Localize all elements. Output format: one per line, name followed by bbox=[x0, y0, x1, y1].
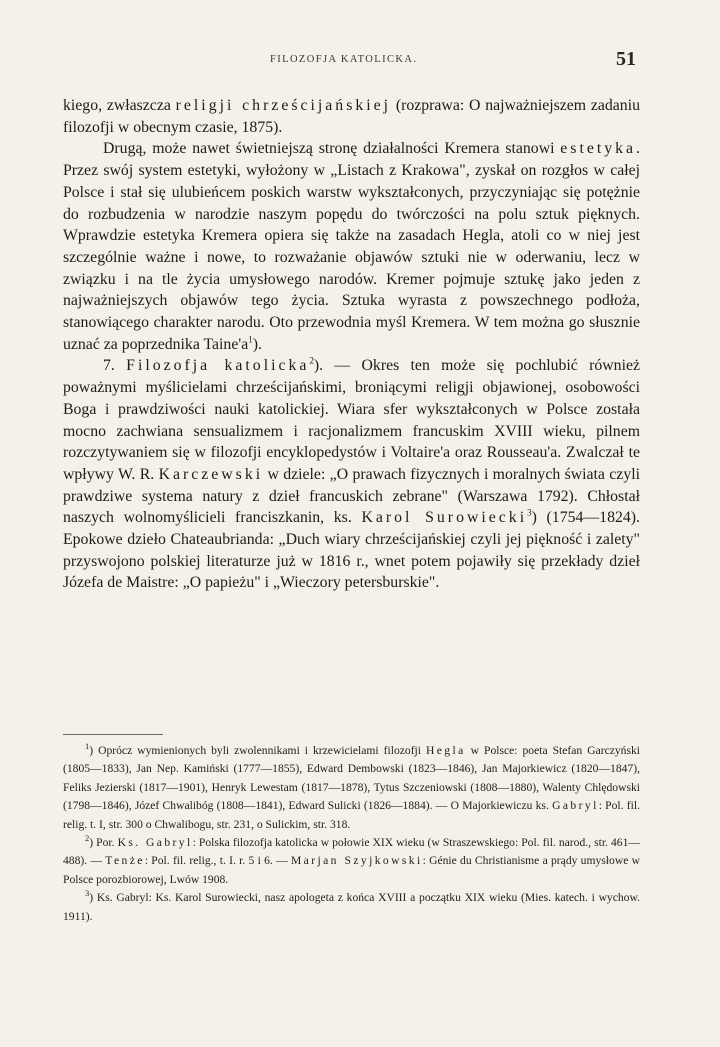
text-run: ) Oprócz wymienionych byli zwolennikami i krzewicielami filozofji bbox=[89, 744, 426, 757]
text-run: w dziele: „O prawach fizycznych i moralnych świata czyli prawdziwe systema natury z dzieł francuskich zebrane" (Warszawa 1792). Chłostał naszych wolnomyślicieli franciszkanin, ks. bbox=[63, 465, 640, 527]
spaced-text: Karczewski bbox=[158, 465, 264, 483]
spaced-text: Marjan Szyjkowski bbox=[290, 854, 423, 868]
footnote-number: 2 bbox=[85, 833, 90, 844]
paragraph-kremer-aesthetics bbox=[63, 138, 640, 355]
text-run: kiego, zwłaszcza bbox=[63, 97, 176, 114]
spaced-text: estetyka bbox=[560, 140, 637, 158]
text-run: : Pol. fil. relig. t. I, str. 300 o Chwalibogu, str. 231, o Sulickim, str. 318. bbox=[63, 799, 640, 831]
footnotes bbox=[63, 742, 640, 926]
spaced-text: Karol Surowiecki bbox=[361, 509, 528, 527]
footnote-2 bbox=[63, 834, 640, 889]
text-run: (rozprawa: O najważniejszem zadaniu filozofji w obecnym czasie, 1875). bbox=[63, 97, 640, 136]
text-run: : Polska filozofja katolicka w połowie XIX wieku (w Straszewskiego: Pol. fil. narod., str. 461—488). — bbox=[63, 836, 640, 868]
text-run: 7. bbox=[103, 357, 127, 375]
text-run: Drugą, może nawet świetniejszą stronę działalności Kremera stanowi bbox=[103, 140, 561, 158]
footnote-number: 1 bbox=[85, 741, 90, 752]
text-run: : Génie du Christianisme a prądy umysłowe w Polsce porozbiorowej, Lwów 1908. bbox=[63, 854, 640, 886]
page-number: 51 bbox=[616, 48, 636, 70]
paragraph-hegel-religion bbox=[63, 95, 640, 138]
running-head: FILOZOFJA KATOLICKA. bbox=[270, 54, 418, 65]
footnote-3 bbox=[63, 889, 640, 926]
text-run: ). bbox=[252, 335, 262, 353]
spaced-text: Tenże bbox=[105, 854, 145, 868]
footnote-ref: 3 bbox=[527, 508, 532, 519]
spaced-text: religji chrześcijańskiej bbox=[175, 97, 392, 114]
section-heading: Filozofja katolicka bbox=[126, 357, 310, 375]
footnote-1 bbox=[63, 742, 640, 834]
paragraph-catholic-philosophy bbox=[63, 355, 640, 594]
text-run: ) Por. bbox=[89, 836, 118, 850]
text-run: . Przez swój system estetyki, wyłożony w „Listach z Krakowa", zyskał on rozgłos w całej Polsce i stał się ulubieńcem poskich warstw wykształconych, przyczyniając się potężnie do rozbudzenia w narodzie naszym popędu do twórczości na polu sztuk pięknych. Wprawdzie estetyka Kremera opiera się także na zasadach Hegla, atoli co w niej jest szczególnie ważne i nowe, to rozważanie objawów sztuki nie w oderwaniu, lecz w związku i na tle życia umysłowego narodów. Kremer pojmuje sztukę jako jeden z najważniejszych objawów tego życia. Sztuka wyrasta z powszechnego podłoża, stanowiącego charakter narodu. Oto przewodnia myśl Kremera. W tem można go słusznie uznać za poprzednika Taine'a bbox=[63, 140, 640, 353]
footnote-number: 3 bbox=[85, 888, 90, 899]
spaced-text: Ks. Gabryl bbox=[117, 836, 193, 850]
footnote-divider bbox=[63, 734, 163, 735]
text-run: ) Ks. Gabryl: Ks. Karol Surowiecki, nasz apologeta z końca XVIII a początku XIX wieku (Mies. katech. i wychow. 1911). bbox=[63, 891, 640, 923]
text-run: ) (1754—1824). Epokowe dzieło Chateaubrianda: „Duch wiary chrześcijańskiej czyli jej piękność i zalety" przyswojono polskiej literaturze już w 1816 r., wnet potem pojawiły się przekłady dzieł Józefa de Maistre: „O papieżu" i „Wieczory petersburskie". bbox=[63, 509, 640, 592]
spaced-text: Gabryl bbox=[552, 799, 599, 813]
text-run: : Pol. fil. relig., t. I. r. 5 i 6. — bbox=[144, 854, 291, 868]
footnote-ref: 2 bbox=[309, 356, 314, 367]
page-header bbox=[60, 48, 636, 78]
main-text bbox=[63, 95, 640, 594]
text-run: ). — Okres ten może się pochlubić również poważnymi myślicielami chrześcijańskimi, broniącymi religji objawionej, osobowości Boga i prawdziwości nauki katolickiej. Wiara sfer wykształconych w Polsce została mocno zachwiana sensualizmem i racjonalizmem francuskim XVIII wieku, pilnem rozczytywaniem się w filozofji encyklopedystów i Voltaire'a oraz Rousseau'a. Zwalczał te wpływy W. R. bbox=[63, 357, 640, 483]
footnote-ref: 1 bbox=[248, 334, 253, 345]
text-run: w Polsce: poeta Stefan Garczyński (1805—1833), Jan Nep. Kamiński (1777—1855), Edward Dembowski (1823—1846), Jan Majorkiewicz (1820—1847), Feliks Jezierski (1817—1901), Henryk Lewestam (1817—1878), Tytus Szczeniowski (1808—1880), Walenty Chlędowski (1798—1846), Józef Chwalibóg (1808—1841), Edward Sulicki (1826—1884). — O Majorkiewiczu ks. bbox=[63, 744, 640, 813]
spaced-text: Hegla bbox=[425, 744, 466, 757]
